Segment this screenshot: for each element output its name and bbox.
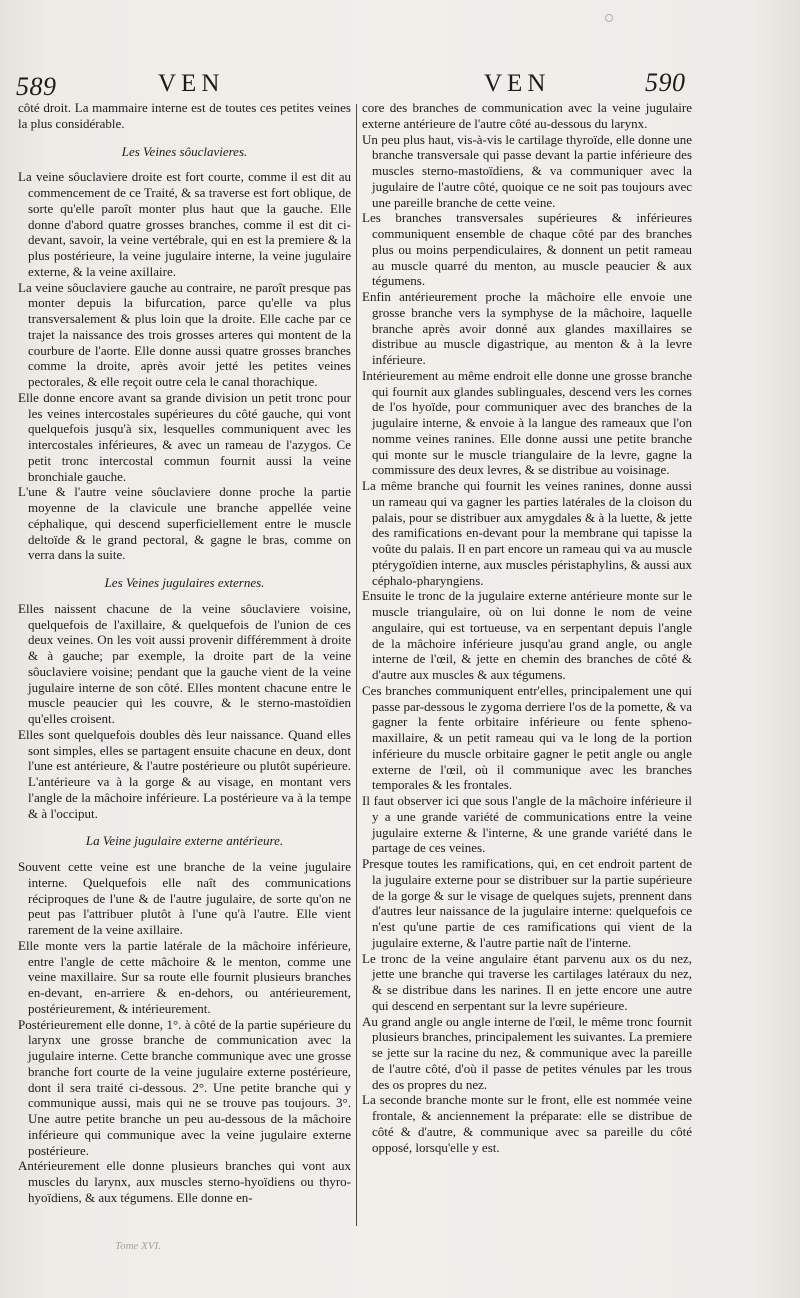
paragraph: La même branche qui fournit les veines ranines, donne aussi un rameau qui va gagner les parties latérales de la cloison du palais, pour se distribuer aux amygdales & à la luette, & jette des ramifications en-devant pour la membrane qui tapisse la voûte du palais. Il en part encore un rameau qui va au muscle ptérygoïdien interne, aux muscles péristaphylins, & aussi aux céphalo-pharyngiens.	[362, 478, 692, 588]
paragraph: Un peu plus haut, vis-à-vis le cartilage thyroïde, elle donne une branche transversale qui passe devant la partie inférieure des muscles sterno-mastoïdiens, & va communiquer avec la jugulaire de l'autre côté, quoique ce ne soit pas toujours avec une pareille branche de cette veine.	[362, 131, 692, 210]
left-column	[18, 100, 351, 1206]
paragraph: Souvent cette veine est une branche de la veine jugulaire interne. Quelquefois elle naît des communications réciproques de l'une & de l'autre jugulaire, de sorte qu'on ne peut pas l'attribuer plutôt à l'une qu'à l'autre. Elle vient rarement de la veine axillaire.	[18, 859, 351, 937]
paragraph: La seconde branche monte sur le front, elle est nommée veine frontale, & anciennement la préparate: elle se distribue de côté & d'autre, & communique avec sa pareille du côté opposé, lorsqu'elle y est.	[362, 1092, 692, 1155]
paragraph: Ces branches communiquent entr'elles, principalement une qui passe par-dessous le zygoma derriere l'os de la pomette, & va gagner la fente orbitaire inférieure ou fente spheno-maxillaire, & un petit rameau qui va le long de la portion inférieure du muscle orbitaire gagner le petit angle ou angle externe de l'œil, où il communique avec les branches temporales & les frontales.	[362, 682, 692, 793]
paragraph: La veine sôuclaviere gauche au contraire, ne paroît presque pas monter depuis la bifurcation, parce qu'elle va plus transversalement & plus loin que la droite. Elle cache par ce trajet la naissance des trois grosses arteres qui montent de la courbure de l'aorte. Elle donne aussi quatre grosses branches comme la droite, après avoir jetté les petites veines pectorales, & elle reçoit outre cela le canal thorachique.	[18, 279, 351, 389]
running-head-right: VEN	[484, 70, 551, 97]
paragraph: Presque toutes les ramifications, qui, en cet endroit partent de la jugulaire externe pour se distribuer sur la partie supérieure de la gorge & sur le visage de quelques sujets, prennent dans d'autres leur naissance de la jugulaire interne: quelquefois ce n'est qu'une partie de ces ramifications qui vient de la jugulaire externe, & l'autre partie naît de l'interne.	[362, 856, 692, 950]
volume-signature: Tome XVI.	[115, 1240, 162, 1252]
paragraph: Ensuite le tronc de la jugulaire externe antérieure monte sur le muscle triangulaire, où on lui donne le nom de veine angulaire, qui est tortueuse, va en serpentant depuis l'angle de la mâchoire inférieure jusqu'au grand angle, ou angle interne de l'œil, & jette en chemin des branches de côté & d'autre aux muscles & aux tégumens.	[362, 588, 692, 682]
section-heading: La Veine jugulaire externe antérieure.	[85, 833, 284, 849]
paragraph: Elle monte vers la partie latérale de la mâchoire inférieure, entre l'angle de cette mâchoire & le menton, comme une veine maxillaire. Sur sa route elle fournit plusieurs branches en-devant, en-arriere & en-dehors, ou antérieurement, postérieurement, & intérieurement.	[18, 937, 351, 1016]
paragraph: Le tronc de la veine angulaire étant parvenu aux os du nez, jette une branche qui traverse les cartilages latéraux du nez, & se distribue dans les narines. Il en jette encore une autre qui descend en serpentant sur la levre supérieure.	[362, 950, 692, 1013]
paragraph: Elle donne encore avant sa grande division un petit tronc pour les veines intercostales supérieures du côté gauche, qui vont quelquefois jusqu'à six, lesquelles communiquent avec les intercostales inférieures, & avec un rameau de l'azygos. Ce petit tronc intercostal commun fournit aussi la veine bronchiale gauche.	[18, 389, 351, 484]
page-number-right: 590	[645, 68, 686, 97]
paragraph: Enfin antérieurement proche la mâchoire elle envoie une grosse branche vers la symphyse de la mâchoire, laquelle branche après avoir donné aux glandes maxillaires se distribue au muscle digastrique, au menton & à la levre inférieure.	[362, 289, 692, 367]
paragraph: Les branches transversales supérieures & inférieures communiquent ensemble de chaque côté par des branches plus ou moins perpendiculaires, & donnent un petit rameau au muscle quarré du menton, au muscle peaucier & aux tégumens.	[362, 210, 692, 289]
section-heading: Les Veines sôuclavieres.	[121, 143, 248, 159]
page-number-left: 589	[16, 72, 57, 101]
section-heading: Les Veines jugulaires externes.	[104, 575, 265, 590]
paragraph: core des branches de communication avec la veine jugulaire externe antérieure de l'autre côté au-dessous du larynx.	[362, 100, 692, 131]
paragraph: côté droit. La mammaire interne est de toutes ces petites veines la plus considérable.	[18, 100, 351, 131]
paragraph: Au grand angle ou angle interne de l'œil, le même tronc fournit plusieurs branches, principalement les suivantes. La premiere se jette sur la racine du nez, & communique avec la pareille de l'autre côté, d'où il passe de petites vénules par les trous des os propres du nez.	[362, 1013, 692, 1092]
paragraph: Elles sont quelquefois doubles dès leur naissance. Quand elles sont simples, elles se partagent ensuite chacune en deux, dont l'une est antérieure, & l'autre postérieure ou plutôt supérieure. L'antérieure va à la gorge & au visage, en montant vers l'angle de la mâchoire inférieure. La postérieure va à la tempe & à l'occiput.	[18, 726, 351, 821]
paragraph: La veine sôuclaviere droite est fort courte, comme il est dit au commencement de ce Traité, & sa traverse est fort oblique, de sorte qu'elle paroît monter plus haut que la gauche. Elle donne d'abord quatre grosses branches, comme il est dit ci-devant, savoir, la veine vertébrale, qui en est la premiere & la plus postérieure, la veine jugulaire interne, la veine jugulaire externe, & la veine axillaire.	[18, 169, 351, 279]
paragraph: Elles naissent chacune de la veine sôuclaviere voisine, quelquefois de l'axillaire, & quelquefois de l'union de ces deux veines. On les voit aussi provenir différemment à droite & à gauche; par exemple, la droite part de la veine sôuclaviere voisine; pendant que la gauche vient de la veine jugulaire interne de son côté. Elles montent chacune entre le muscle peaucier qui les couvre, & le sterno-mastoïdien qu'elles croisent.	[18, 600, 351, 726]
paragraph: Antérieurement elle donne plusieurs branches qui vont aux muscles du larynx, aux muscles sterno-hyoïdiens ou thyro-hyoïdiens, & aux tégumens. Elle donne en-	[18, 1158, 351, 1205]
ornament-dot	[605, 14, 613, 22]
paragraph: Postérieurement elle donne, 1°. à côté de la partie supérieure du larynx une grosse branche de communication avec la jugulaire interne. Cette branche communique avec une grosse branche fort courte de la veine jugulaire externe postérieure, dont il sera traité ci-dessous. 2°. Une petite branche qui y communique aussi, mais qui ne se trouve pas toujours. 3°. Une autre petite branche un peu au-dessous de la mâchoire inférieure qui communique avec la veine jugulaire externe postérieure.	[18, 1016, 351, 1158]
running-head-left: VEN	[158, 70, 225, 97]
right-column	[362, 100, 692, 1155]
column-divider	[356, 104, 357, 1226]
paragraph: Il faut observer ici que sous l'angle de la mâchoire inférieure il y a une grande variété de communications entre la veine jugulaire externe & l'interne, & une grande variété dans le partage de ces veines.	[362, 793, 692, 856]
paragraph: Intérieurement au même endroit elle donne une grosse branche qui fournit aux glandes sublinguales, descend vers les cornes de l'os hyoïde, pour communiquer avec des branches de la jugulaire interne, & envoie à la langue des rameaux que l'on nomme veines ranines. Elle donne aussi une petite branche qui monte sur le muscle triangulaire de la levre, gagne la commissure des deux levres, & se distribue au voisinage.	[362, 367, 692, 478]
paragraph: L'une & l'autre veine sôuclaviere donne proche la partie moyenne de la clavicule une branche appellée veine céphalique, qui descend superficiellement entre le muscle deltoïde & le grand pectoral, & gagne le bras, comme on verra dans la suite.	[18, 484, 351, 563]
